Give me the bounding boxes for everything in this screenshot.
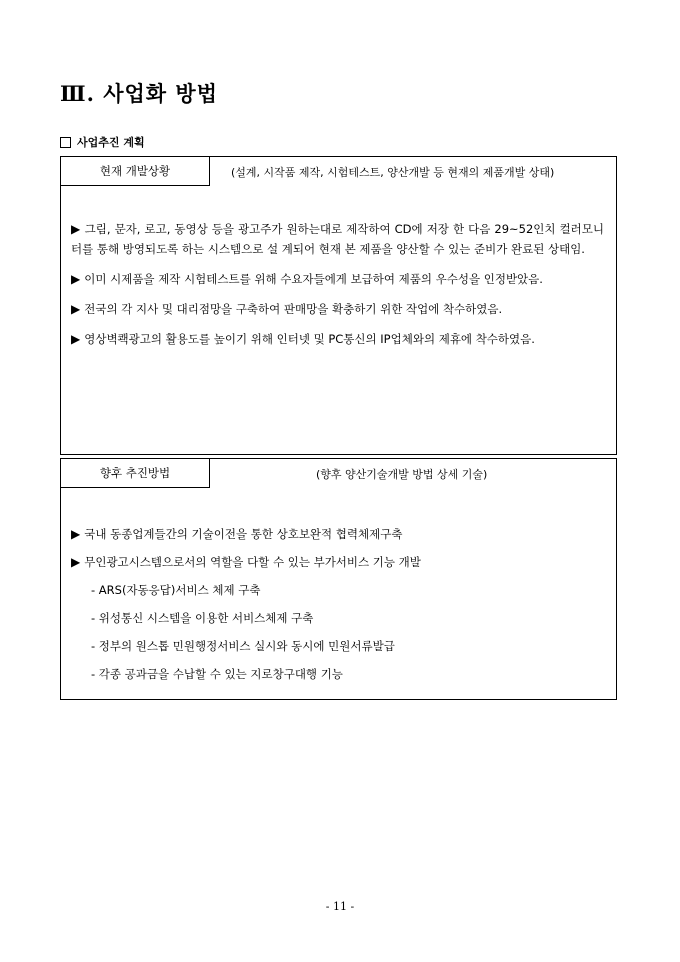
triangle-bullet-icon: ▶ bbox=[71, 555, 81, 569]
sub-list-item: - ARS(자동응답)서비스 체제 구축 bbox=[91, 583, 261, 597]
triangle-bullet-icon: ▶ bbox=[71, 302, 81, 316]
section-heading-label: 사업추진 계획 bbox=[77, 136, 145, 149]
future-plan-body bbox=[71, 524, 604, 692]
triangle-bullet-icon: ▶ bbox=[71, 272, 81, 286]
triangle-bullet-icon: ▶ bbox=[71, 332, 81, 346]
sub-list-item: - 위성통신 시스템을 이용한 서비스체제 구축 bbox=[91, 611, 314, 625]
list-item: ▶ 이미 시제품을 제작 시험테스트를 위해 수요자들에게 보급하여 제품의 우수성을 인정받았음. bbox=[71, 272, 543, 286]
current-status-panel bbox=[60, 156, 617, 455]
future-plan-panel bbox=[60, 458, 617, 700]
section-heading bbox=[60, 134, 145, 150]
sub-list-item: - 정부의 원스톱 민원행정서비스 실시와 동시에 민원서류발급 bbox=[91, 639, 395, 653]
list-item: ▶ 그림, 문자, 로고, 동영상 등을 광고주가 원하는대로 제작하여 CD에 저장 한 다음 29~52인치 컬러모니터를 통해 방영되도록 하는 시스템으로 설 계되어 현재 본 제품을 양산할 수 있는 준비가 완료된 상태임. bbox=[71, 222, 605, 256]
list-item: ▶ 영상벽쾍광고의 활용도를 높이기 위해 인터넷 및 PC통신의 IP업체와의 제휴에 착수하였음. bbox=[71, 332, 535, 346]
list-item: ▶ 무인광고시스템으로서의 역할을 다할 수 있는 부가서비스 기능 개발 bbox=[71, 555, 421, 569]
list-item: ▶ 국내 동종업계들간의 기술이전을 통한 상호보완적 협력체제구축 bbox=[71, 527, 403, 541]
future-plan-tab: 향후 추진방법 bbox=[60, 458, 210, 488]
page-number: - 11 - bbox=[325, 900, 355, 913]
current-status-tab: 현재 개발상황 bbox=[60, 156, 210, 186]
current-status-note: (설계, 시작품 제작, 시험테스트, 양산개발 등 현재의 제품개발 상태) bbox=[231, 166, 555, 179]
triangle-bullet-icon: ▶ bbox=[71, 527, 81, 541]
list-item: ▶ 전국의 각 지사 및 대리점망을 구축하여 판매망을 확충하기 위한 작업에 착수하였음. bbox=[71, 302, 503, 316]
sub-list-item: - 각종 공과금을 수납할 수 있는 지로창구대행 기능 bbox=[91, 667, 343, 681]
triangle-bullet-icon: ▶ bbox=[71, 222, 81, 236]
future-plan-note: (향후 양산기술개발 방법 상세 기술) bbox=[316, 468, 488, 481]
checkbox-square-icon bbox=[60, 137, 71, 148]
current-status-body bbox=[71, 219, 604, 359]
page-title: Ⅲ. 사업화 방법 bbox=[60, 81, 218, 106]
